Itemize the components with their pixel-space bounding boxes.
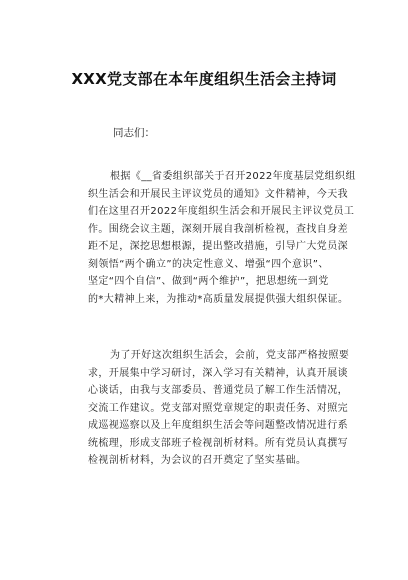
paragraph-line: 成巡视巡察以及上年度组织生活会等问题整改情况进行系 bbox=[88, 420, 348, 431]
document-title: XXX党支部在本年度组织生活会主持词 bbox=[71, 70, 337, 88]
salutation: 同志们： bbox=[113, 127, 155, 139]
paragraph-line: 交流工作建议。党支部对照党章规定的职责任务、对照完 bbox=[88, 402, 348, 414]
body-paragraph-1 bbox=[88, 168, 356, 308]
paragraph-line: 作。围绕会议主题，深刻开展自我剖析检视，查找自身差 bbox=[88, 223, 348, 235]
body-paragraph-2 bbox=[88, 347, 350, 470]
paragraph-line: 统梳理，形成支部班子检视剖析材料。所有党员认真撰写 bbox=[88, 437, 348, 449]
paragraph-line: 检视剖析材料，为会议的召开奠定了坚实基础。 bbox=[88, 455, 307, 466]
paragraph-line: 距不足，深挖思想根源，提出整改措施，引导广大党员深 bbox=[88, 241, 348, 252]
paragraph-line: 心谈话，由我与支部委员、普通党员了解工作生活情况， bbox=[88, 385, 348, 396]
paragraph-line: 们在这里召开2022年度组织生活会和开展民主评议党员工 bbox=[88, 206, 355, 217]
paragraph-line: 坚定“四个自信”、做到“两个维护”，把思想统一到党 bbox=[88, 276, 329, 287]
paragraph-line: 根据《__省委组织部关于召开2022年度基层党组织组 bbox=[110, 171, 356, 182]
paragraph-line: 求，开展集中学习研讨，深入学习有关精神，认真开展谈 bbox=[88, 367, 348, 379]
paragraph-line: 刻领悟“两个确立”的决定性意义、增强“四个意识”、 bbox=[88, 258, 329, 270]
paragraph-line: 为了开好这次组织生活会，会前，党支部严格按照要 bbox=[110, 350, 350, 361]
paragraph-line: 的*大精神上来，为推动*高质量发展提供强大组织保证。 bbox=[88, 293, 349, 305]
paragraph-line: 织生活会和开展民主评议党员的通知》文件精神，今天我 bbox=[88, 188, 348, 200]
